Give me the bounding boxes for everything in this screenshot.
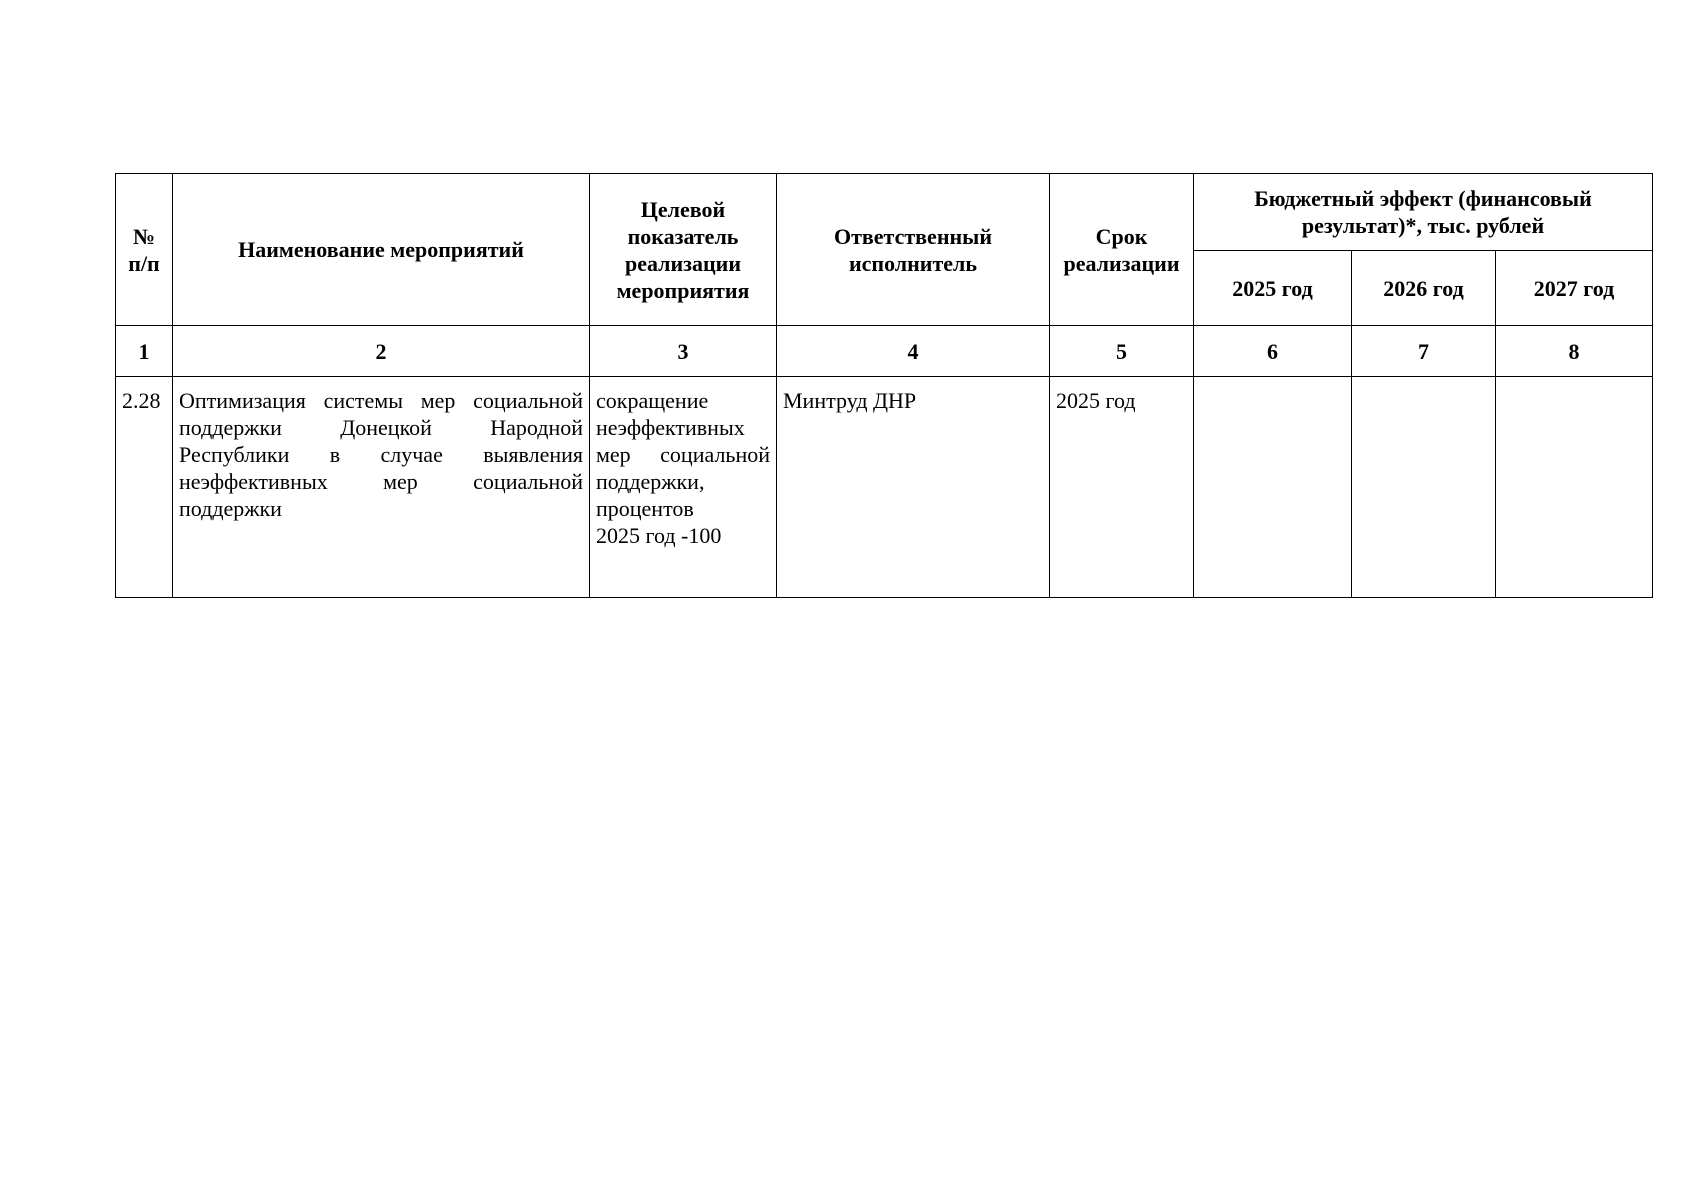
- column-number: 5: [1050, 326, 1194, 377]
- column-number: 3: [590, 326, 777, 377]
- target-indicator-value: 2025 год -100: [596, 523, 722, 548]
- column-number: 6: [1194, 326, 1352, 377]
- header-row: [116, 174, 1653, 251]
- budget-2027: [1496, 377, 1653, 598]
- column-number: 1: [116, 326, 173, 377]
- header-target-indicator: Целевой показатель реализации мероприятия: [590, 174, 777, 326]
- header-year-2025: 2025 год: [1194, 251, 1352, 326]
- budget-2026: [1352, 377, 1496, 598]
- column-number: 4: [777, 326, 1050, 377]
- header-budget-effect: Бюджетный эффект (финансовый результат)*, тыс. рублей: [1194, 174, 1653, 251]
- header-implementation-term: Срок реализации: [1050, 174, 1194, 326]
- header-responsible-executor: Ответственный исполнитель: [777, 174, 1050, 326]
- implementation-term: 2025 год: [1050, 377, 1194, 598]
- header-year-2026: 2026 год: [1352, 251, 1496, 326]
- column-number: 7: [1352, 326, 1496, 377]
- table-row: [116, 377, 1653, 598]
- header-number: № п/п: [116, 174, 173, 326]
- measures-table: [115, 173, 1653, 598]
- measure-name: Оптимизация системы мер социальной поддержки Донецкой Народной Республики в случае выявления неэффективных мер социальной поддержки: [173, 377, 590, 598]
- budget-2025: [1194, 377, 1352, 598]
- target-indicator: сокращение неэффективных мер социальной поддержки, процентов: [596, 388, 770, 521]
- target-indicator-cell: [590, 377, 777, 598]
- column-number: 2: [173, 326, 590, 377]
- row-number: 2.28: [116, 377, 173, 598]
- column-number: 8: [1496, 326, 1653, 377]
- responsible-executor: Минтруд ДНР: [777, 377, 1050, 598]
- header-year-2027: 2027 год: [1496, 251, 1653, 326]
- header-measure-name: Наименование мероприятий: [173, 174, 590, 326]
- column-numbers-row: [116, 326, 1653, 377]
